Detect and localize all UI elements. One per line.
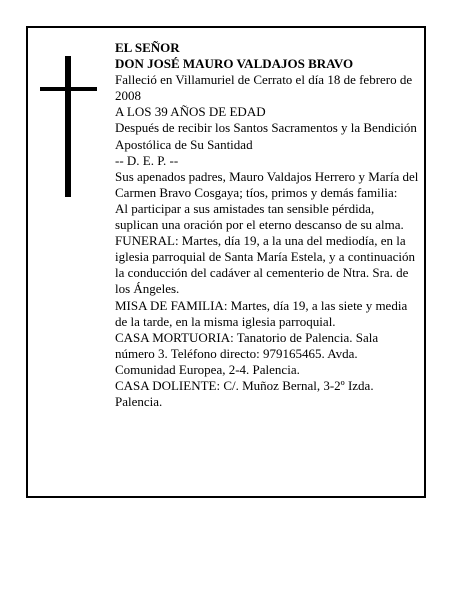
- family-line: Sus apenados padres, Mauro Valdajos Herrero y María del Carmen Bravo Cosgaya; tíos, primos y demás familia:: [115, 168, 419, 200]
- mass-info: MISA DE FAMILIA: Martes, día 19, a las siete y media de la tarde, en la misma iglesia parroquial.: [115, 297, 408, 329]
- cross-vertical-bar: [65, 56, 71, 197]
- rip-line: -- D. E. P. --: [115, 152, 179, 168]
- obituary-text: [115, 40, 420, 410]
- funeral-info: FUNERAL: Martes, día 19, a la una del mediodía, en la iglesia parroquial de Santa María Estela, y a continuación la conducción del cadáver al cementerio de Ntra. Sra. de los Ángeles.: [115, 233, 415, 297]
- obituary-notice: [26, 26, 426, 498]
- age-line: A LOS 39 AÑOS DE EDAD: [115, 104, 266, 120]
- funeral-home-info: CASA MORTUORIA: Tanatorio de Palencia. Sala número 3. Teléfono directo: 979165465. Avda. Comunidad Europea, 2-4. Palencia.: [115, 329, 379, 377]
- cross-horizontal-bar: [40, 87, 97, 91]
- prayer-request: Al participar a sus amistades tan sensible pérdida, suplican una oración por el eterno descanso de su alma.: [115, 200, 404, 233]
- notice-title: EL SEÑOR: [115, 40, 180, 55]
- death-details: Falleció en Villamuriel de Cerrato el día 18 de febrero de 2008: [115, 72, 413, 104]
- family-home-info: CASA DOLIENTE: C/. Muñoz Bernal, 3-2º Izda. Palencia.: [115, 377, 374, 410]
- sacraments-line: Después de recibir los Santos Sacramentos y la Bendición Apostólica de Su Santidad: [115, 120, 417, 152]
- deceased-name: DON JOSÉ MAURO VALDAJOS BRAVO: [115, 56, 354, 72]
